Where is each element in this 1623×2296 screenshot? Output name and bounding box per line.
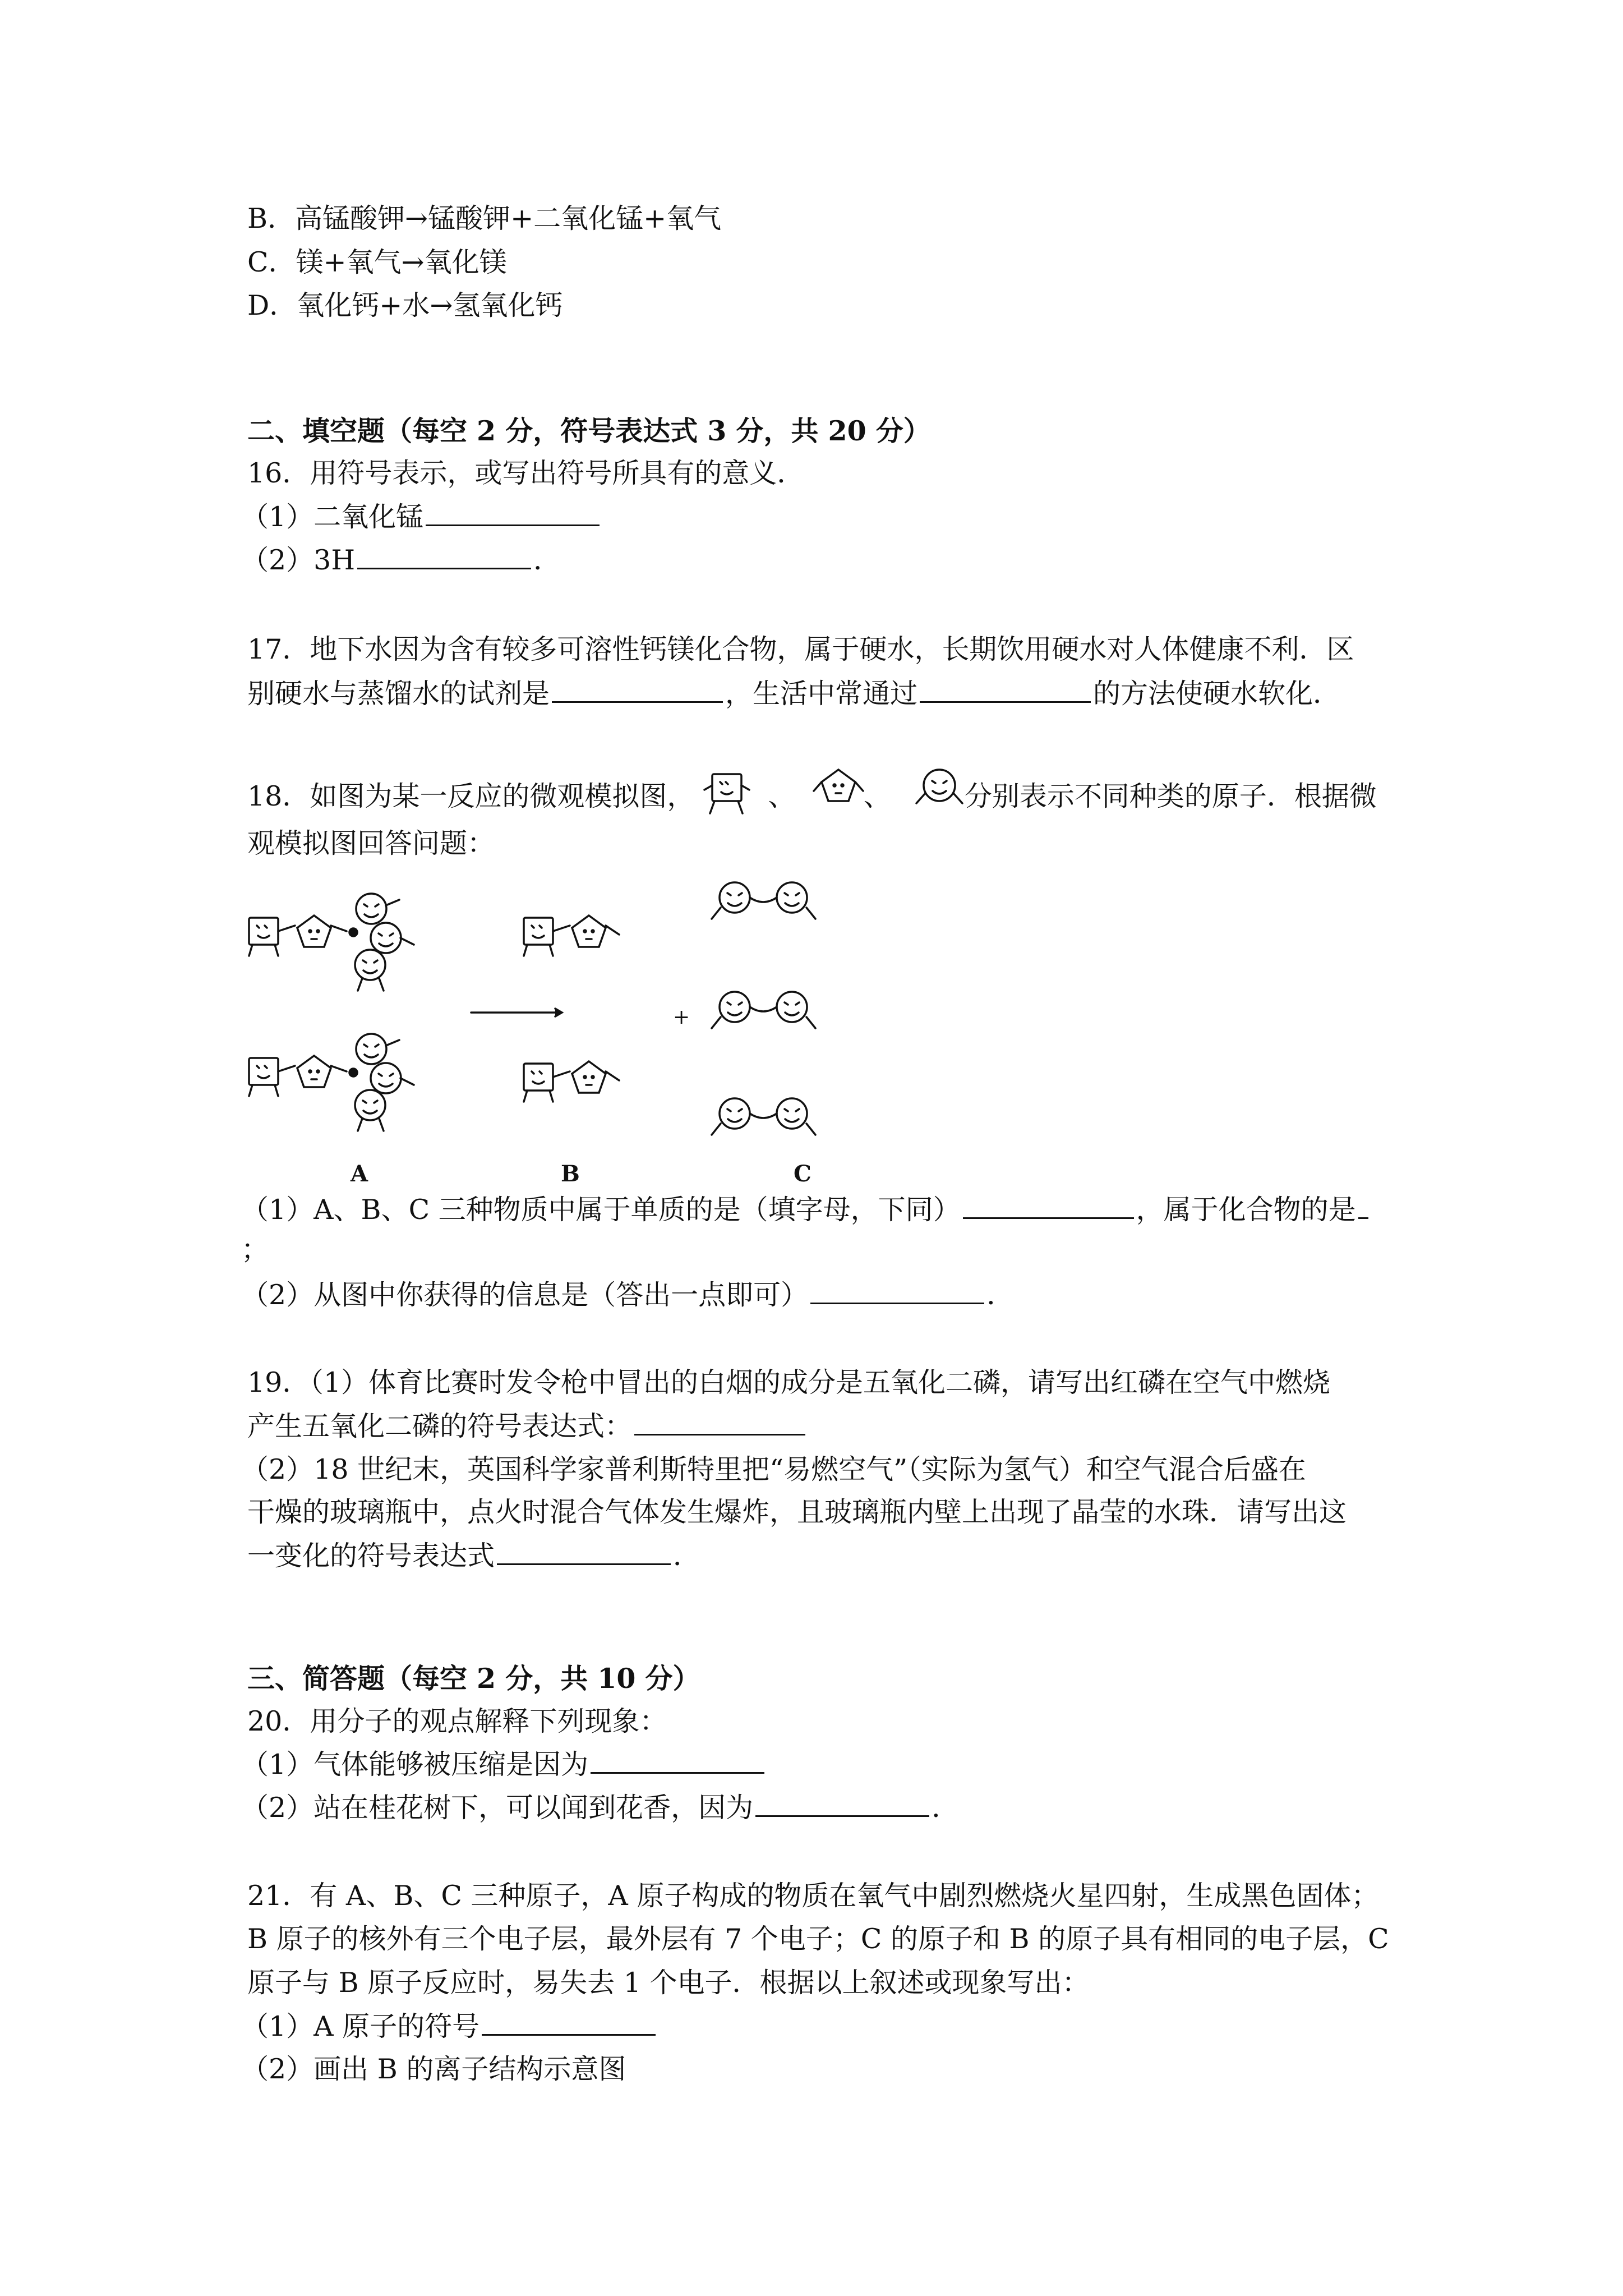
answer-blank[interactable] [1358, 1191, 1368, 1219]
q16-part-2: （2）3H ． [241, 542, 561, 578]
q21-line-1: 21．有 A、B、C 三种原子，A 原子构成的物质在氧气中剧烈燃烧火星四射，生成黑色固体； [247, 1880, 1379, 1912]
answer-blank[interactable] [755, 1789, 929, 1817]
q21-line-3: 原子与 B 原子反应时，易失去 1 个电子．根据以上叙述或现象写出： [247, 1967, 1090, 1999]
section-3-title: 三、简答题（每空 2 分，共 10 分） [247, 1662, 700, 1695]
answer-blank[interactable] [357, 542, 531, 569]
option-d: D．氧化钙+水→氢氧化钙 [247, 289, 563, 321]
circle-atom-icon [916, 770, 962, 803]
answer-blank[interactable] [497, 1538, 671, 1565]
q19-line-4: 干燥的玻璃瓶中，点火时混合气体发生爆炸，且玻璃瓶内壁上出现了晶莹的水珠．请写出这 [247, 1496, 1347, 1528]
q17-line-1: 17．地下水因为含有较多可溶性钙镁化合物，属于硬水，长期饮用硬水对人体健康不利．区 [247, 633, 1354, 665]
molecule-a-bottom [249, 1034, 414, 1131]
q18-part-2: （2）从图中你获得的信息是（答出一点即可） ． [241, 1277, 1014, 1313]
molecule-a-top [249, 894, 414, 991]
label-c: C [794, 1161, 811, 1187]
molecule-c-2 [712, 992, 815, 1028]
molecule-c-3 [712, 1098, 815, 1135]
q20-stem: 20．用分子的观点解释下列现象： [247, 1705, 667, 1737]
q21-line-2: B 原子的核外有三个电子层，最外层有 7 个电子；C 的原子和 B 的原子具有相同的电子层，C [247, 1923, 1389, 1955]
molecule-b-top [524, 915, 619, 956]
option-c: C．镁+氧气→氧化镁 [247, 246, 507, 278]
section-2-title: 二、填空题（每空 2 分，符号表达式 3 分，共 20 分） [247, 415, 931, 447]
reaction-diagram [241, 864, 914, 1189]
q19-line-3: （2）18 世纪末，英国科学家普利斯特里把“易燃空气”（实际为氢气）和空气混合后盛在 [241, 1453, 1306, 1485]
option-b: B．高锰酸钾→锰酸钾+二氧化锰+氧气 [247, 203, 722, 234]
answer-blank[interactable] [920, 675, 1091, 703]
answer-blank[interactable] [552, 675, 723, 703]
q18-part-1: （1）A、B、C 三种物质中属于单质的是（填字母，下同） ，属于化合物的是 [241, 1191, 1371, 1228]
q17-line-2: 别硬水与蒸馏水的试剂是 ，生活中常通过 的方法使硬水软化． [247, 675, 1340, 712]
answer-blank[interactable] [963, 1191, 1134, 1219]
answer-blank[interactable] [482, 2008, 656, 2036]
q19-line-2: 产生五氧化二磷的符号表达式： [247, 1408, 808, 1444]
atom-legend [701, 763, 1015, 825]
molecule-c-1 [712, 882, 815, 919]
reaction-arrow [471, 1009, 562, 1016]
q20-part-1: （1）气体能够被压缩是因为 [241, 1746, 767, 1783]
label-a: A [351, 1161, 368, 1187]
label-b: B [561, 1161, 580, 1187]
answer-blank[interactable] [591, 1746, 764, 1774]
q18-line-2: 观模拟图回答问题： [247, 827, 495, 859]
molecule-b-bottom [524, 1061, 619, 1102]
q19-line-1: 19．（1）体育比赛时发令枪中冒出的白烟的成分是五氧化二磷，请写出红磷在空气中燃烧 [247, 1366, 1331, 1398]
q16-part-1: （1）二氧化锰 [241, 499, 602, 535]
q18-part-1-end: ； [241, 1234, 269, 1266]
answer-blank[interactable] [634, 1408, 805, 1435]
q18-line-1: 18．如图为某一反应的微观模拟图， 、 、 分别表示不同种类的原子．根据微 [247, 780, 1377, 812]
q21-part-2: （2）画出 B 的离子结构示意图 [241, 2053, 626, 2085]
square-atom-icon [704, 774, 749, 813]
answer-blank[interactable] [426, 499, 600, 526]
q16-stem: 16．用符号表示，或写出符号所具有的意义． [247, 457, 805, 489]
q19-line-5: 一变化的符号表达式 ． [247, 1538, 700, 1574]
q21-part-1: （1）A 原子的符号 [241, 2008, 658, 2045]
q20-part-2: （2）站在桂花树下，可以闻到花香，因为 ． [241, 1789, 959, 1826]
answer-blank[interactable] [810, 1277, 984, 1304]
pentagon-atom-icon [814, 770, 863, 801]
plus-sign: + [673, 1006, 690, 1029]
